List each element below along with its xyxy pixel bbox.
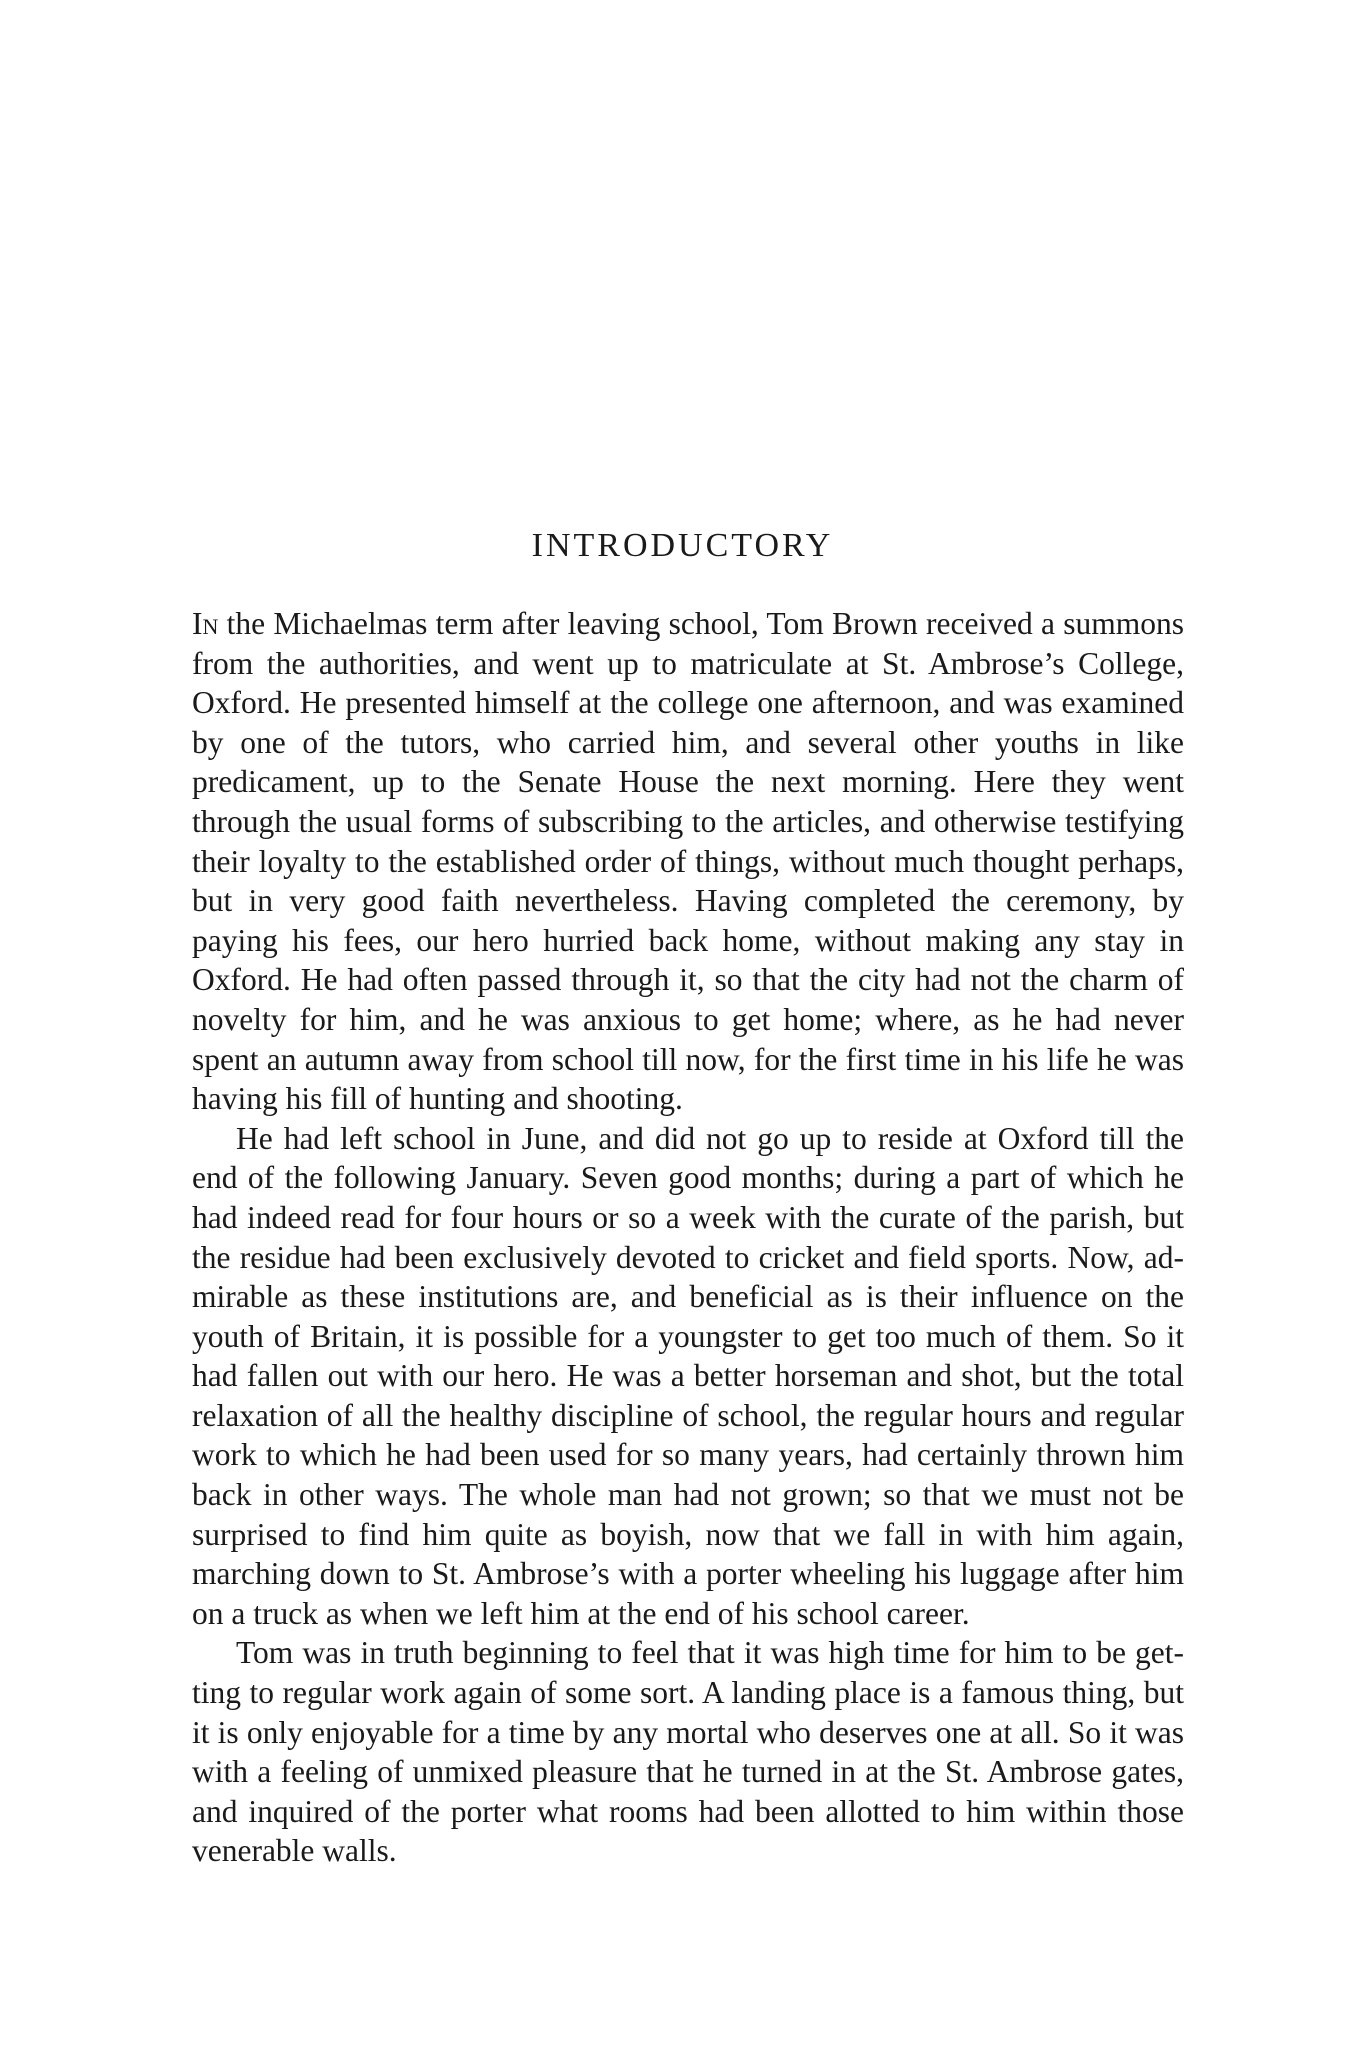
paragraph-3: Tom was in truth beginning to feel that it was high time for him to be getting to regular work again of some sort. A landing place is a famous thing, but it is only enjoyable for a time by any mortal who deserves one at all. So it was with a feeling of unmixed pleasure that he turned in at the St. Ambrose gates, and inquired of the porter what rooms had been allotted to him within those venerable walls. xyxy=(192,1635,1184,1869)
paragraph-1-text: the Michaelmas term after leaving school, Tom Brown received a summons from the authorities, and went up to matriculate at St. Ambrose’s College, Oxford. He presented himself at the college one afternoon, and was examined by one of the tutors, who carried him, and several other youths in like predicament, up to the Senate House the next morning. Here they went through the usual forms of subscribing to the articles, and otherwise testifying their loyalty to the established order of things, without much thought perhaps, but in very good faith nevertheless. Having completed the ceremony, by paying his fees, our hero hurried back home, without making any stay in Oxford. He had often passed through it, so that the city had not the charm of novelty for him, and he was anxious to get home; where, as he had never spent an autumn away from school till now, for the first time in his life he was having his fill of hunting and shooting. xyxy=(192,606,1184,1117)
paragraph-1 xyxy=(192,604,1184,1119)
paragraph-2: He had left school in June, and did not go up to reside at Oxford till the end of the following January. Seven good months; during a part of which he had indeed read for four hours or so a week with the curate of the parish, but the residue had been exclusively devoted to cricket and field sports. Now, admirable as these institutions are, and beneficial as is their influence on the youth of Britain, it is possible for a youngster to get too much of them. So it had fallen out with our hero. He was a better horseman and shot, but the total relaxation of all the healthy discipline of school, the regular hours and regular work to which he had been used for so many years, had certainly thrown him back in other ways. The whole man had not grown; so that we must not be surprised to find him quite as boyish, now that we fall in with him again, marching down to St. Ambrose’s with a porter wheeling his luggage after him on a truck as when we left him at the end of his school career. xyxy=(192,1120,1184,1631)
chapter-title: INTRODUCTORY xyxy=(531,527,834,564)
paragraph-lead-in: In xyxy=(192,606,219,641)
body-text xyxy=(192,604,1184,1871)
